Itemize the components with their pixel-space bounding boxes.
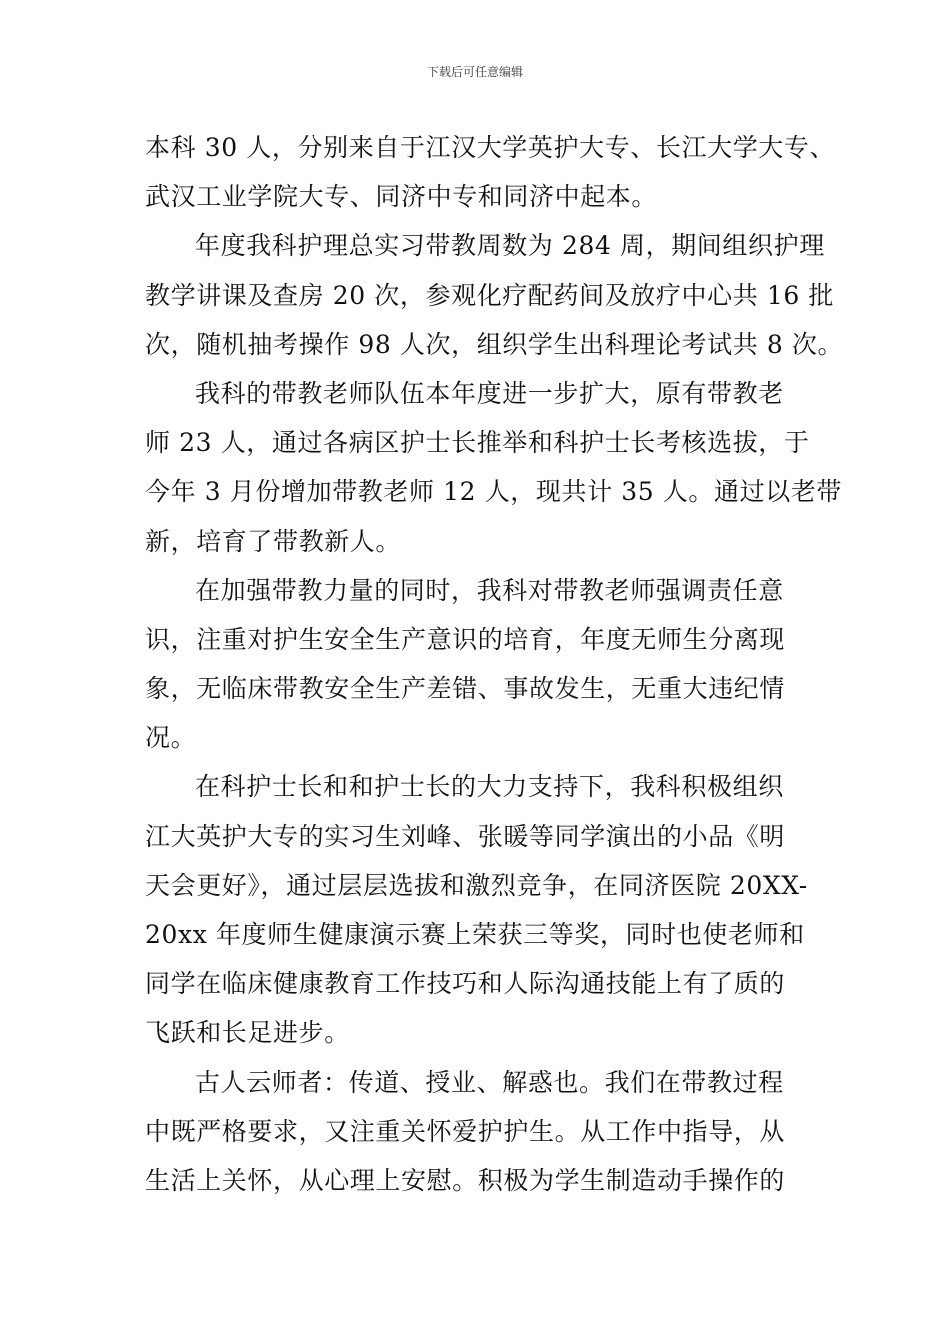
text-line: 师 23 人，通过各病区护士长推举和科护士长考核选拔，于 — [145, 428, 810, 458]
text-line: 江大英护大专的实习生刘峰、张暖等同学演出的小品《明 — [145, 821, 786, 851]
text-line: 在科护士长和和护士长的大力支持下，我科积极组织 — [195, 772, 784, 802]
page-header: 下载后可任意编辑 — [426, 65, 523, 79]
text-line: 本科 30 人，分别来自于江汉大学英护大专、长江大学大专、 — [145, 133, 836, 162]
text-line: 武汉工业学院大专、同济中专和同济中起本。 — [145, 182, 658, 212]
text-line: 同学在临床健康教育工作技巧和人际沟通技能上有了质的 — [145, 969, 786, 999]
text-line: 天会更好》，通过层层选拔和激烈竞争，在同济医院 20XX- — [145, 870, 808, 900]
document-body — [145, 123, 844, 1205]
text-line: 20xx 年度师生健康演示赛上荣获三等奖，同时也使老师和 — [145, 920, 805, 949]
text-line: 教学讲课及查房 20 次，参观化疗配药间及放疗中心共 16 批 — [145, 280, 835, 310]
text-line: 生活上关怀，从心理上安慰。积极为学生制造动手操作的 — [145, 1165, 786, 1195]
text-line: 飞跃和长足进步。 — [145, 1018, 350, 1048]
text-line: 象，无临床带教安全生产差错、事故发生，无重大违纪情 — [145, 674, 786, 704]
text-line: 我科的带教老师队伍本年度进一步扩大，原有带教老 — [195, 378, 784, 408]
text-line: 新，培育了带教新人。 — [145, 526, 402, 556]
text-line: 今年 3 月份增加带教老师 12 人，现共计 35 人。通过以老带 — [145, 477, 843, 507]
text-line: 在加强带教力量的同时，我科对带教老师强调责任意 — [195, 575, 784, 605]
text-line: 次，随机抽考操作 98 人次，组织学生出科理论考试共 8 次。 — [145, 329, 844, 359]
text-line: 年度我科护理总实习带教周数为 284 周，期间组织护理 — [195, 231, 825, 261]
text-line: 识，注重对护生安全生产意识的培育，年度无师生分离现 — [145, 624, 786, 654]
text-line: 中既严格要求，又注重关怀爱护护生。从工作中指导，从 — [145, 1116, 786, 1146]
text-line: 况。 — [145, 723, 197, 753]
text-line: 古人云师者：传道、授业、解惑也。我们在带教过程 — [195, 1067, 784, 1097]
